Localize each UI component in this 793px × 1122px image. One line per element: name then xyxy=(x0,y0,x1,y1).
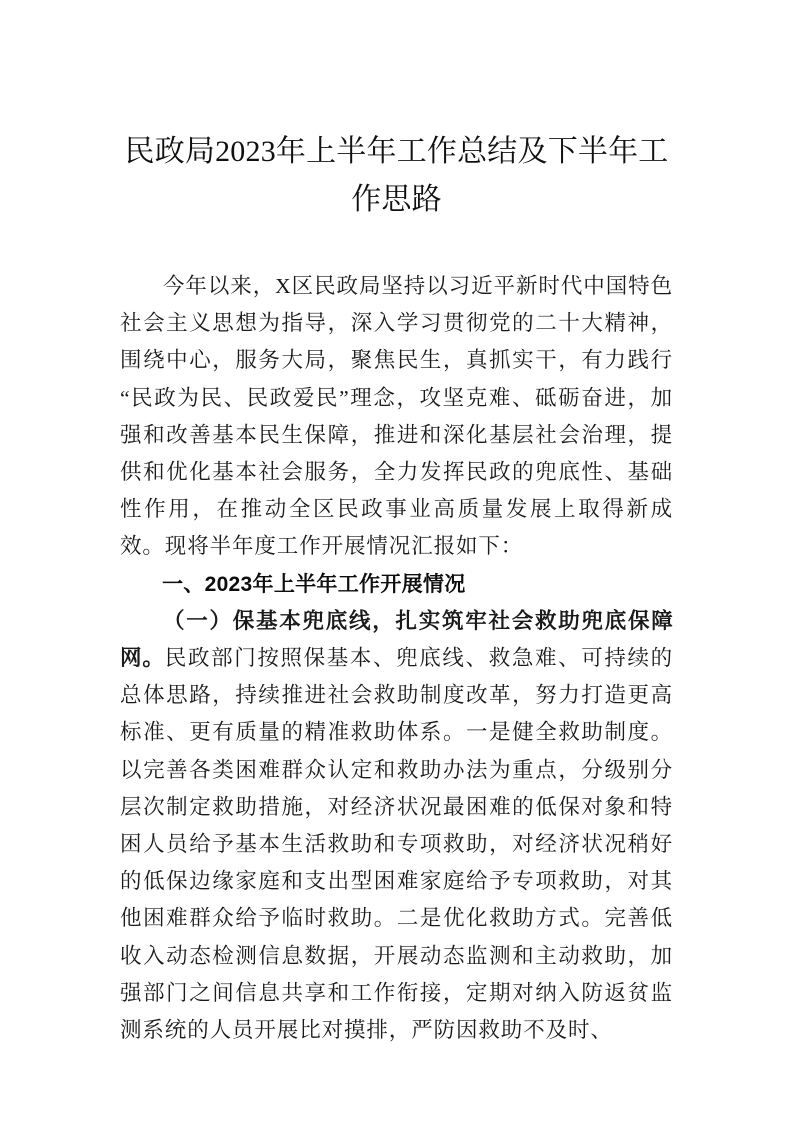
paragraph-subsection-one-a xyxy=(120,603,673,1049)
page-title-line-2: 作思路 xyxy=(351,183,442,216)
subsection-body-text: 民政部门按照保基本、兜底线、救急难、可持续的总体思路，持续推进社会救助制度改革，努力打造更高标准、更有质量的精准救助体系。一是健全救助制度。以完善各类困难群众认定和救助办法为重点，分级别分层次制定救助措施，对经济状况最困难的低保对象和特困人员给予基本生活救助和专项救助，对经济状况稍好的低保边缘家庭和支出型困难家庭给予专项救助，对其他困难群众给予临时救助。二是优化救助方式。完善低收入动态检测信息数据，开展动态监测和主动救助，加强部门之间信息共享和工作衔接，定期对纳入防返贫监测系统的人员开展比对摸排，严防因救助不及时、 xyxy=(120,646,673,1043)
section-heading-one xyxy=(120,566,673,603)
subsection-lead-in: （一）保基本兜底线，扎实筑牢社会救助兜底保障网。 xyxy=(120,608,673,671)
page-title-line-1: 民政局2023年上半年工作总结及下半年工 xyxy=(124,135,669,168)
paragraph-intro xyxy=(120,268,673,566)
section-heading-one-text: 一、2023年上半年工作开展情况 xyxy=(162,572,466,596)
document-body xyxy=(120,0,673,1049)
body-content xyxy=(120,268,673,1049)
page-title xyxy=(120,0,673,224)
paragraph-intro-text: 今年以来，X区民政局坚持以习近平新时代中国特色社会主义思想为指导，深入学习贯彻党的二十大精神，围绕中心，服务大局，聚焦民生，真抓实干，有力践行“民政为民、民政爱民”理念，攻坚克难、砥砺奋进，加强和改善基本民生保障，推进和深化基层社会治理，提供和优化基本社会服务，全力发挥民政的兜底性、基础性作用，在推动全区民政事业高质量发展上取得新成效。现将半年度工作开展情况汇报如下： xyxy=(120,274,673,559)
